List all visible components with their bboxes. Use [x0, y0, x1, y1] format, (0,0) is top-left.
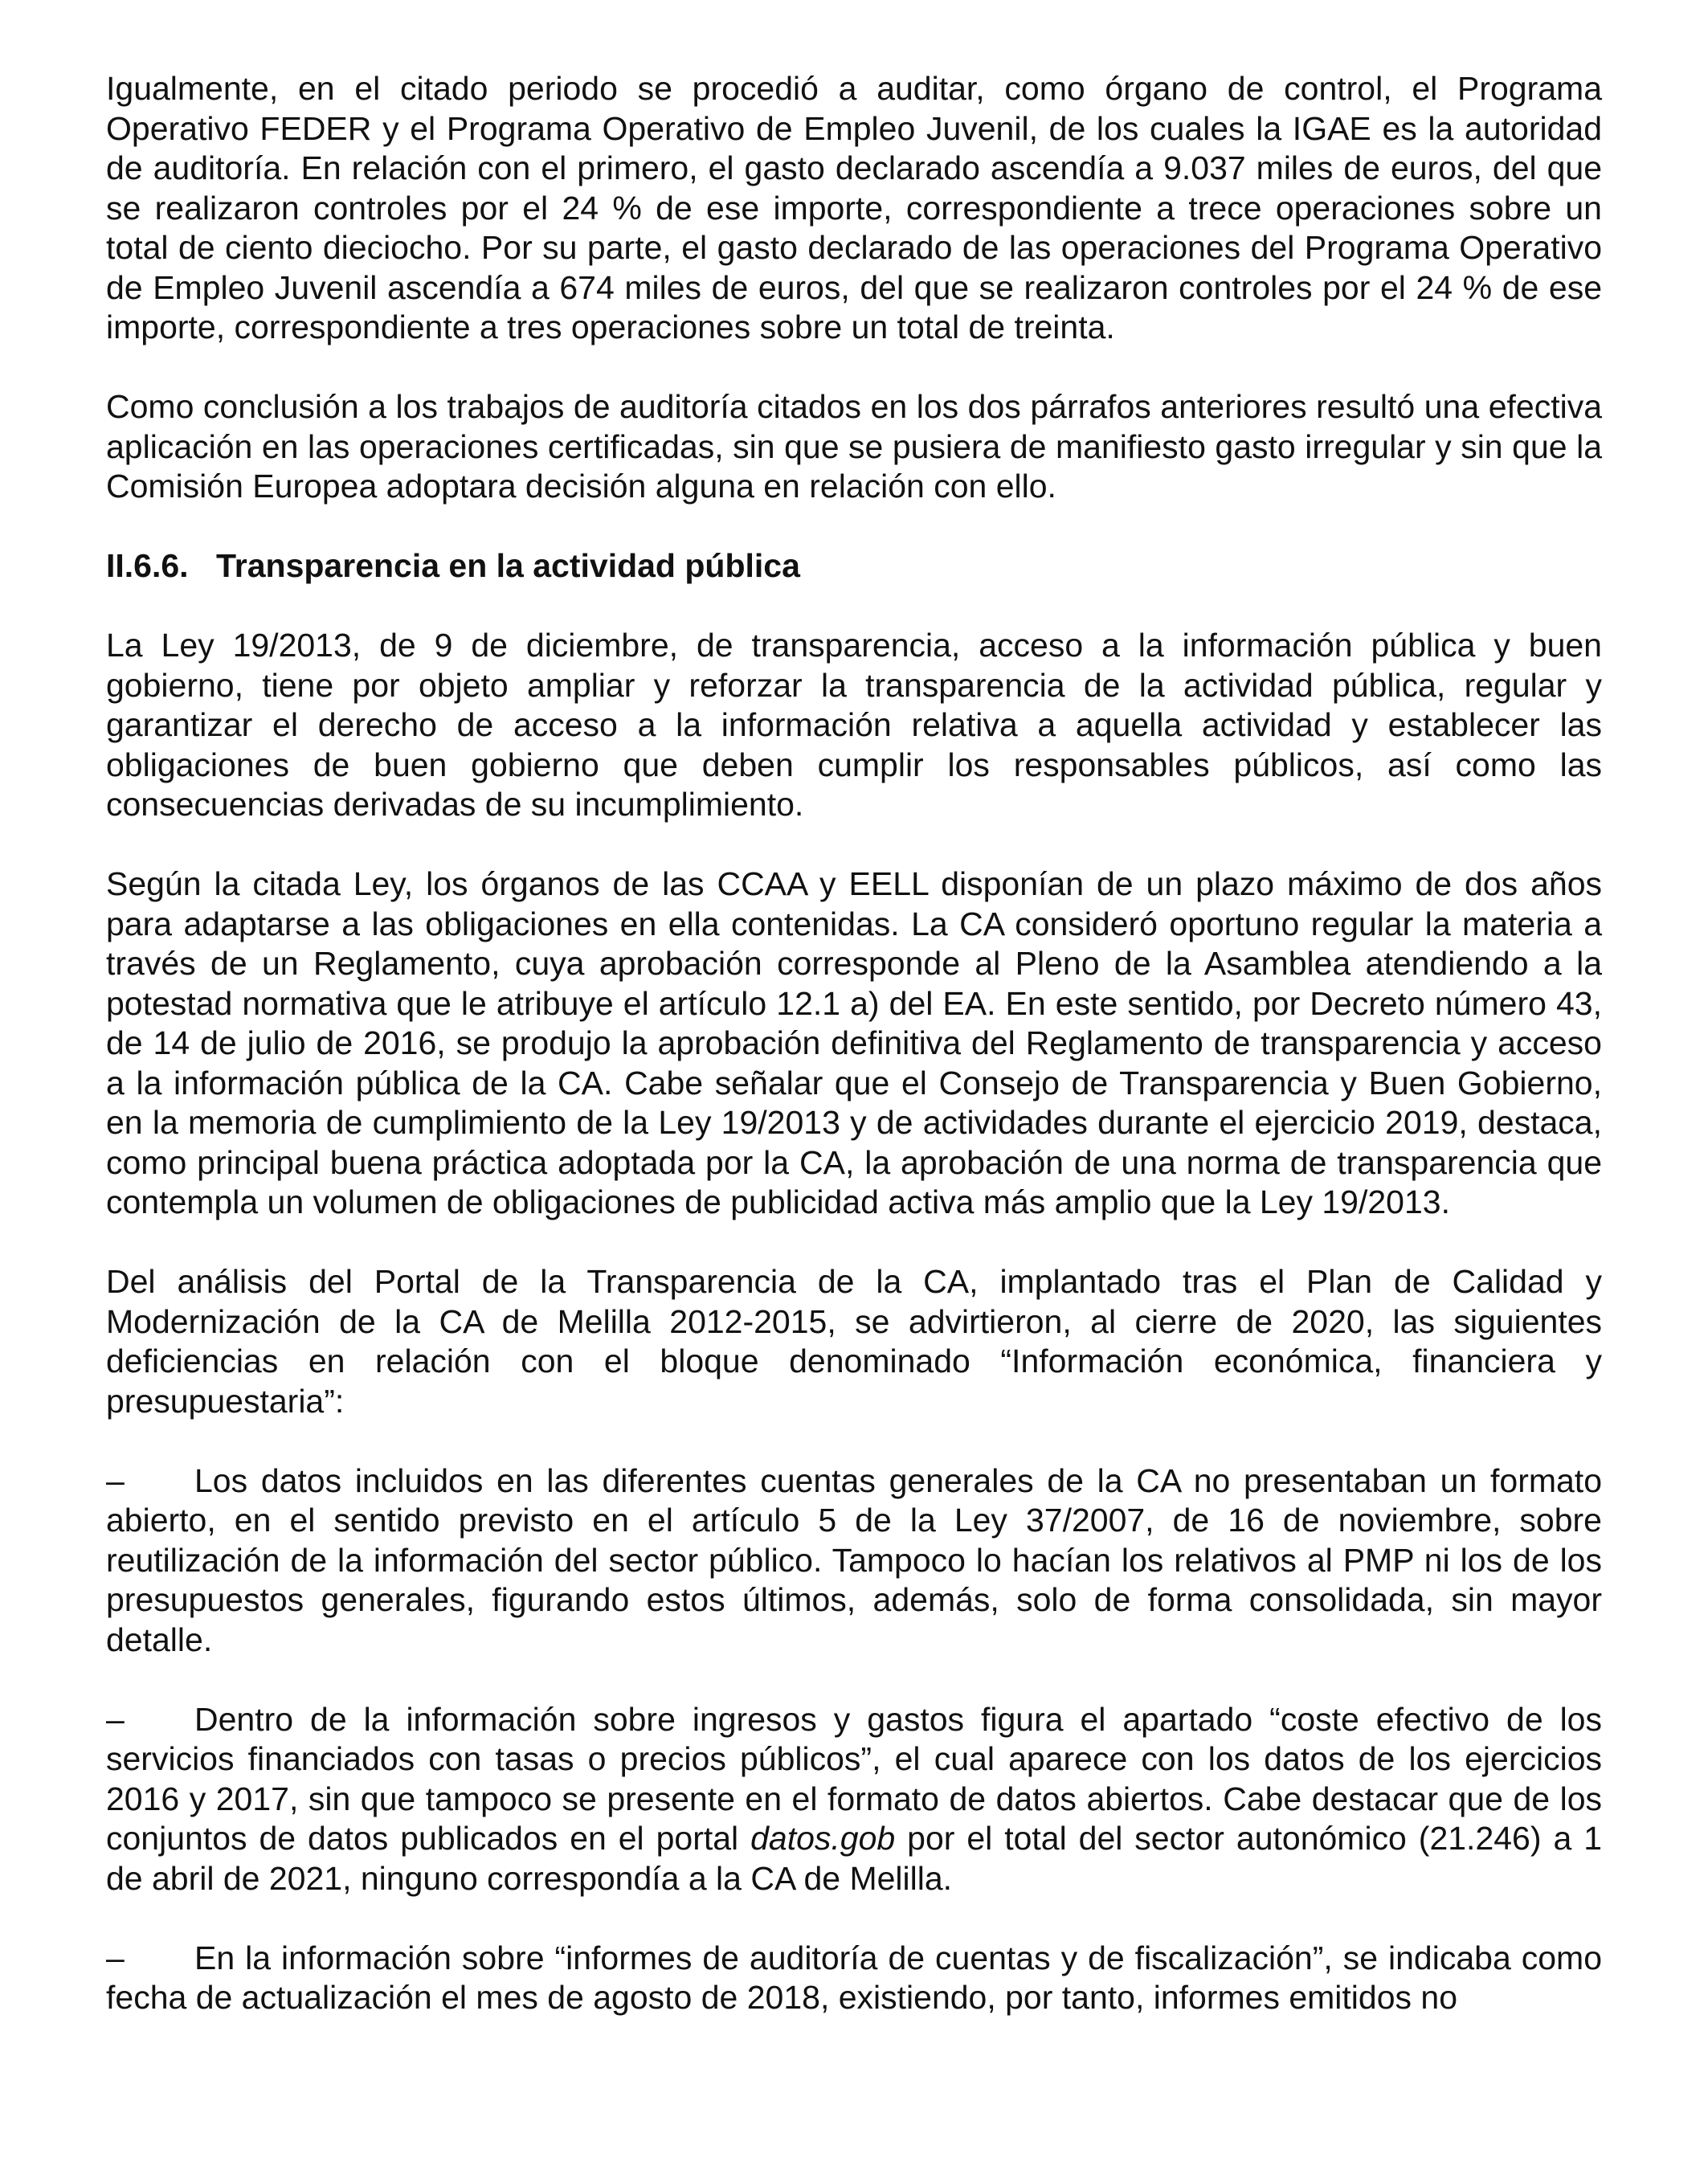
section-title: Transparencia en la actividad pública — [216, 547, 800, 584]
paragraph-audit-programs: Igualmente, en el citado periodo se procedió a auditar, como órgano de control, el Programa Operativo FEDER y el Programa Operativo de Empleo Juvenil, de los cuales la IGAE es la autoridad de auditoría. En relación con el primero, el gasto declarado ascendía a 9.037 miles de euros, del que se realizaron controles por el 24 % de ese importe, correspondiente a trece operaciones sobre un total de ciento dieciocho. Por su parte, el gasto declarado de las operaciones del Programa Operativo de Empleo Juvenil ascendía a 674 miles de euros, del que se realizaron controles por el 24 % de ese importe, correspondiente a tres operaciones sobre un total de treinta. — [106, 70, 1602, 345]
paragraph-transparency-law: La Ley 19/2013, de 9 de diciembre, de transparencia, acceso a la información pública y buen gobierno, tiene por objeto ampliar y reforzar la transparencia de la actividad pública, regular y garantizar el derecho de acceso a la información relativa a aquella actividad y establecer las obligaciones de buen gobierno que deben cumplir los responsables públicos, así como las consecuencias derivadas de su incumplimiento. — [106, 627, 1602, 823]
section-heading — [106, 546, 1602, 587]
list-item — [106, 1700, 1602, 1899]
list-item — [106, 1939, 1602, 2018]
list-item-text: Dentro de la información sobre ingresos y gastos figura el apartado “coste efectivo de los servicios financiados con tasas o precios públicos”, el cual aparece con los datos de los ejercicios 2016 y 2017, sin que tampoco se presente en el formato de datos abiertos. Cabe destacar que de los conjuntos de datos publicados en el portal — [106, 1700, 1602, 1857]
paragraph-portal-analysis: Del análisis del Portal de la Transparencia de la CA, implantado tras el Plan de Calidad y Modernización de la CA de Melilla 2012-2015, se advirtieron, al cierre de 2020, las siguientes deficiencias en relación con el bloque denominado “Información económica, financiera y presupuestaria”: — [106, 1263, 1602, 1420]
list-item-text: En la información sobre “informes de auditoría de cuentas y de fiscalización”, se indicaba como fecha de actualización el mes de agosto de 2018, existiendo, por tanto, informes emitidos no — [106, 1939, 1602, 2016]
list-item — [106, 1461, 1602, 1661]
dash-bullet-icon: – — [106, 1700, 125, 1738]
document-page — [106, 69, 1602, 2018]
list-item-text-continued: por el total del sector autonómico (21.246) a 1 de abril de 2021, ninguno correspondía a la CA de Melilla. — [106, 1820, 1602, 1897]
paragraph-regulation: Según la citada Ley, los órganos de las CCAA y EELL disponían de un plazo máximo de dos años para adaptarse a las obligaciones en ella contenidas. La CA consideró oportuno regular la materia a través de un Reglamento, cuya aprobación corresponde al Pleno de la Asamblea atendiendo a la potestad normativa que le atribuye el artículo 12.1 a) del EA. En este sentido, por Decreto número 43, de 14 de julio de 2016, se produjo la aprobación definitiva del Reglamento de transparencia y acceso a la información pública de la CA. Cabe señalar que el Consejo de Transparencia y Buen Gobierno, en la memoria de cumplimiento de la Ley 19/2013 y de actividades durante el ejercicio 2019, destaca, como principal buena práctica adoptada por la CA, la aprobación de una norma de transparencia que contempla un volumen de obligaciones de publicidad activa más amplio que la Ley 19/2013. — [106, 865, 1602, 1220]
dash-bullet-icon: – — [106, 1461, 125, 1499]
section-number: II.6.6. — [106, 547, 189, 584]
dash-bullet-icon: – — [106, 1939, 125, 1976]
list-item-italic-text: datos.gob — [750, 1820, 896, 1857]
paragraph-audit-conclusion: Como conclusión a los trabajos de auditoría citados en los dos párrafos anteriores resultó una efectiva aplicación en las operaciones certificadas, sin que se pusiera de manifiesto gasto irregular y sin que la Comisión Europea adoptara decisión alguna en relación con ello. — [106, 388, 1602, 505]
list-item-text: Los datos incluidos en las diferentes cuentas generales de la CA no presentaban un formato abierto, en el sentido previsto en el artículo 5 de la Ley 37/2007, de 16 de noviembre, sobre reutilización de la información del sector público. Tampoco lo hacían los relativos al PMP ni los de los presupuestos generales, figurando estos últimos, además, solo de forma consolidada, sin mayor detalle. — [106, 1461, 1602, 1658]
